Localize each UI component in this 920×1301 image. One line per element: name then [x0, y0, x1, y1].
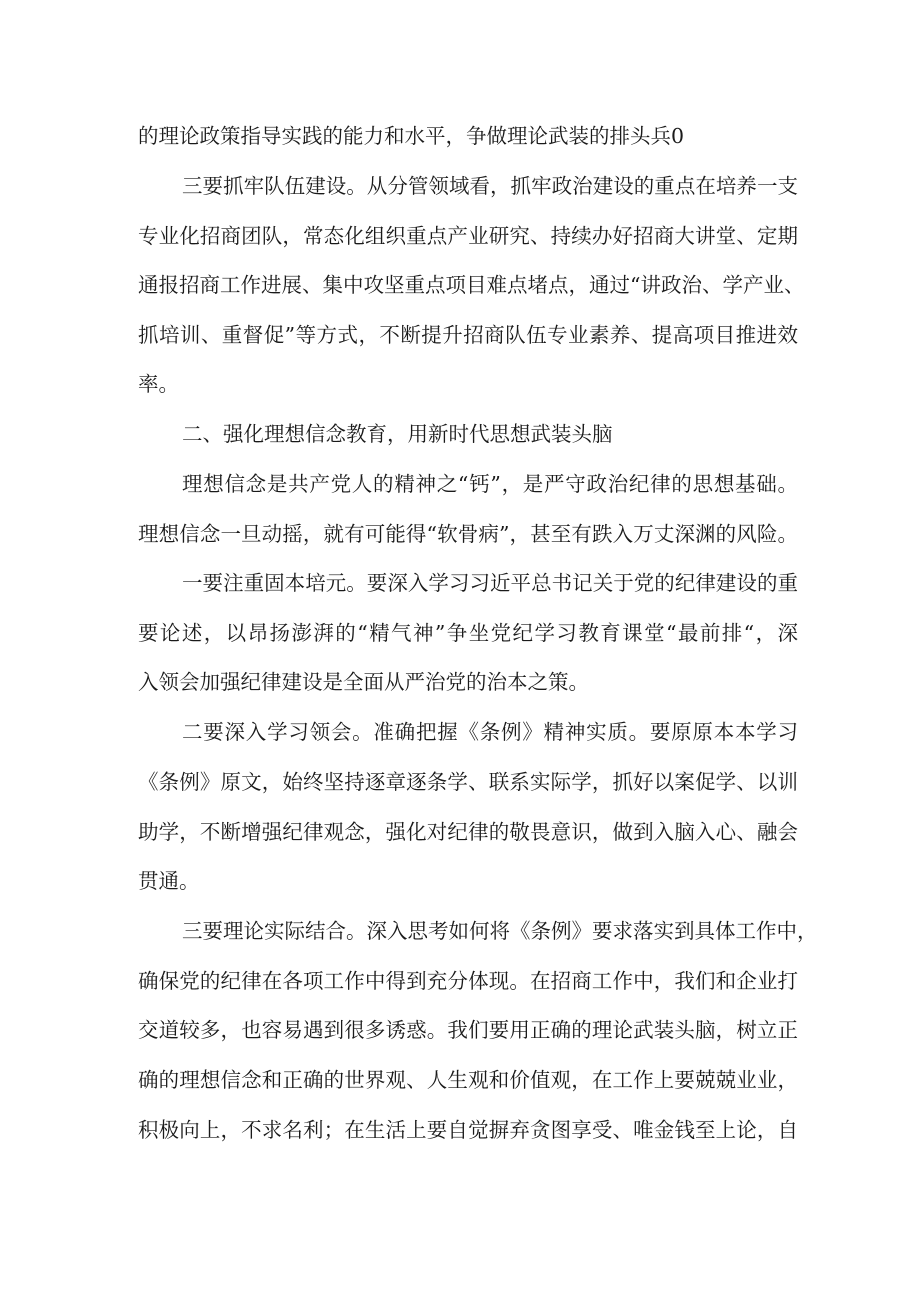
paragraph-first-line: 三要理论实际结合。深入思考如何将《条例》要求落实到具体工作中，	[182, 919, 818, 943]
text-line: 助学，不断增强纪律观念，强化对纪律的敬畏意识，做到入脑入心、融会	[138, 820, 798, 844]
text-line: 交道较多，也容易遇到很多诱惑。我们要用正确的理论武装头脑，树立正	[138, 1018, 798, 1042]
paragraph-first-line: 理想信念是共产党人的精神之“钙”，是严守政治纪律的思想基础。	[182, 472, 798, 496]
text-line: 率。	[138, 372, 179, 396]
text-line: 贯通。	[138, 869, 200, 893]
text-line: 理想信念一旦动摇，就有可能得“软骨病”，甚至有跌入万丈深渊的风险。	[138, 522, 798, 546]
text-line: 的理论政策指导实践的能力和水平，争做理论武装的排头兵0	[138, 124, 685, 148]
text-line: 入领会加强纪律建设是全面从严治党的治本之策。	[138, 670, 589, 694]
paragraph-first-line: 二要深入学习领会。准确把握《条例》精神实质。要原原本本学习	[182, 720, 798, 744]
text-line: 《条例》原文，始终坚持逐章逐条学、联系实际学，抓好以案促学、以训	[138, 770, 798, 794]
text-line: 专业化招商团队，常态化组织重点产业研究、持续办好招商大讲堂、定期	[138, 224, 798, 248]
paragraph-first-line: 三要抓牢队伍建设。从分管领域看，抓牢政治建设的重点在培养一支	[182, 174, 798, 198]
text-line: 确的理想信念和正确的世界观、人生观和价值观，在工作上要兢兢业业，	[138, 1068, 798, 1092]
text-line: 抓培训、重督促”等方式，不断提升招商队伍专业素养、提高项目推进效	[138, 323, 798, 347]
section-heading: 二、强化理想信念教育，用新时代思想武装头脑	[182, 422, 613, 446]
text-line: 通报招商工作进展、集中攻坚重点项目难点堵点，通过“讲政治、学产业、	[138, 273, 805, 297]
text-line: 要论述，以昂扬澎湃的“精气神”争坐党纪学习教育课堂“最前排“，深	[138, 621, 798, 645]
text-line: 积极向上，不求名利；在生活上要自觉摒弃贪图享受、唯金钱至上论，自	[138, 1118, 798, 1142]
paragraph-first-line: 一要注重固本培元。要深入学习习近平总书记关于党的纪律建设的重	[182, 571, 798, 595]
text-line: 确保党的纪律在各项工作中得到充分体现。在招商工作中，我们和企业打	[138, 969, 798, 993]
